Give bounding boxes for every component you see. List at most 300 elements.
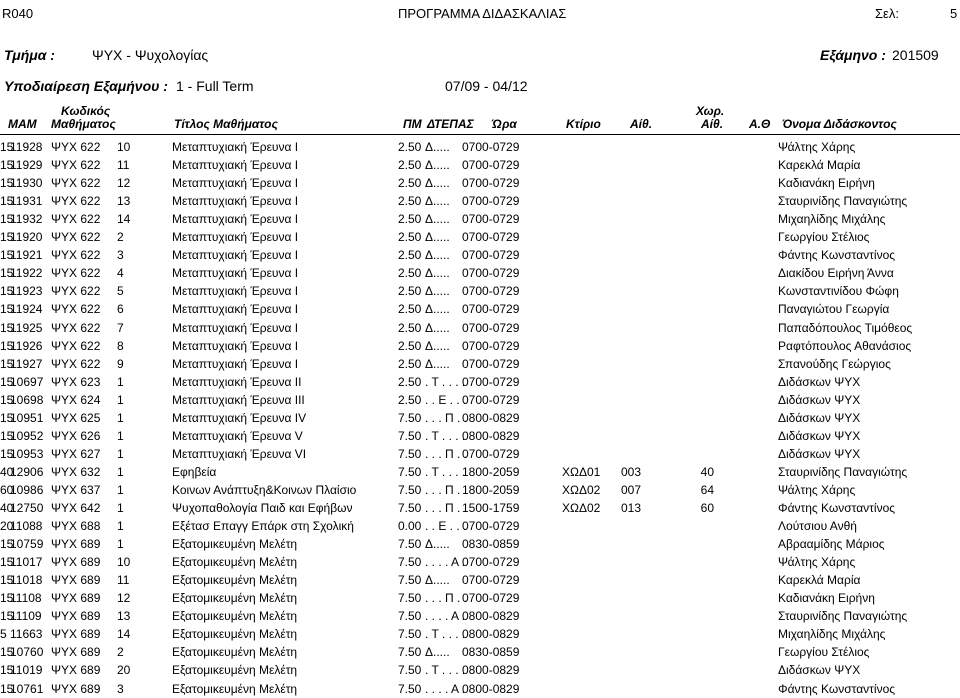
table-row <box>0 499 960 517</box>
weekdays: . Τ . . . . <box>425 374 466 389</box>
table-row <box>0 156 960 174</box>
course-title: Μεταπτυχιακή Έρευνα Ι <box>172 158 299 173</box>
course-section: 1 <box>117 537 124 552</box>
course-id: 11931 <box>10 194 43 209</box>
enrollment-limit: 15 <box>0 140 14 154</box>
credit-units: 2.50 <box>398 338 422 353</box>
enrollment-limit: 60 <box>0 482 14 497</box>
report-title: ΠΡΟΓΡΑΜΜΑ ΔΙΔΑΣΚΑΛΙΑΣ <box>398 6 567 21</box>
course-title: Μεταπτυχιακή Έρευνα Ι <box>172 266 299 281</box>
enrollment-limit: 15 <box>0 158 14 173</box>
building: ΧΩΔ02 <box>562 482 601 497</box>
page-label: Σελ: <box>875 6 899 21</box>
course-section: 3 <box>117 248 124 263</box>
weekdays: . Τ . . . . <box>425 663 466 678</box>
credit-units: 2.50 <box>398 302 422 317</box>
course-section: 10 <box>117 555 131 570</box>
course-code: ΨΥΧ 622 <box>51 230 101 245</box>
time-slot: 1800-2059 <box>462 482 520 497</box>
time-slot: 1800-2059 <box>462 464 520 479</box>
credit-units: 7.50 <box>398 591 422 606</box>
table-row <box>0 517 960 535</box>
course-code: ΨΥΧ 626 <box>51 428 101 443</box>
building: ΧΩΔ02 <box>562 501 601 515</box>
enrollment-limit: 15 <box>0 248 14 263</box>
course-section: 1 <box>117 428 124 443</box>
course-id: 11108 <box>10 591 42 606</box>
course-id: 11930 <box>10 176 43 191</box>
course-code: ΨΥΧ 624 <box>51 392 101 407</box>
enrollment-limit: 15 <box>0 555 14 570</box>
course-id: 11921 <box>10 248 43 263</box>
course-section: 9 <box>117 356 124 371</box>
credit-units: 2.50 <box>398 266 422 281</box>
course-id: 11018 <box>10 573 43 588</box>
weekdays: Δ..... <box>425 356 450 371</box>
weekdays: Δ..... <box>425 338 450 353</box>
course-title: Μεταπτυχιακή Έρευνα Ι <box>172 284 299 299</box>
instructor-name: Σταυρινίδης Παναγιώτης <box>778 194 908 209</box>
time-slot: 0830-0859 <box>462 645 520 660</box>
instructor-name: Λούτσιου Ανθή <box>778 519 857 534</box>
credit-units: 2.50 <box>398 284 422 299</box>
course-code: ΨΥΧ 622 <box>51 194 101 209</box>
enrollment-limit: 15 <box>0 591 14 606</box>
instructor-name: Παναγιώτου Γεωργία <box>778 302 890 317</box>
course-section: 11 <box>117 158 130 173</box>
time-slot: 0700-0729 <box>462 176 520 191</box>
course-code: ΨΥΧ 622 <box>51 248 101 263</box>
course-code: ΨΥΧ 689 <box>51 681 101 696</box>
course-code: ΨΥΧ 688 <box>51 519 101 534</box>
col-hour: Ώρα <box>492 117 517 131</box>
course-section: 13 <box>117 609 131 624</box>
table-row <box>0 463 960 481</box>
col-title: Τίτλος Μαθήματος <box>174 117 278 131</box>
enrollment-limit: 15 <box>0 230 14 245</box>
col-room: Αίθ. <box>630 117 653 131</box>
course-section: 2 <box>117 645 124 660</box>
instructor-name: Διδάσκων ΨΥΧ <box>778 374 861 389</box>
course-id: 11929 <box>10 158 43 173</box>
course-code: ΨΥΧ 627 <box>51 446 101 461</box>
credit-units: 0.00 <box>398 519 422 534</box>
room: 013 <box>621 501 642 515</box>
time-slot: 0800-0829 <box>462 410 520 425</box>
course-id: 11932 <box>10 212 43 227</box>
credit-units: 2.50 <box>398 356 422 371</box>
semester-label: Εξάμηνο : <box>820 47 886 63</box>
table-row <box>0 228 960 246</box>
course-section: 1 <box>117 374 124 389</box>
weekdays: . . . . Α . <box>425 609 466 624</box>
credit-units: 7.50 <box>398 663 422 678</box>
weekdays: . . . Π . . <box>425 410 468 425</box>
course-id: 11923 <box>10 284 43 299</box>
course-id: 11925 <box>10 320 43 335</box>
enrollment-limit: 15 <box>0 446 14 461</box>
course-code: ΨΥΧ 622 <box>51 284 101 299</box>
instructor-name: Γεωργίου Στέλιος <box>778 645 870 660</box>
table-row <box>0 643 960 661</box>
col-ath: Α.Θ <box>749 117 771 131</box>
weekdays: . Τ . . . . <box>425 627 466 642</box>
time-slot: 0700-0729 <box>462 194 520 209</box>
course-section: 20 <box>117 663 131 678</box>
course-title: Μεταπτυχιακή Έρευνα Ι <box>172 212 299 227</box>
course-section: 14 <box>117 627 131 642</box>
credit-units: 7.50 <box>398 446 422 461</box>
course-code: ΨΥΧ 637 <box>51 482 101 497</box>
course-code: ΨΥΧ 689 <box>51 573 101 588</box>
credit-units: 2.50 <box>398 230 422 245</box>
enrollment-limit: 15 <box>0 410 14 425</box>
enrollment-limit: 15 <box>0 320 14 335</box>
instructor-name: Φάντης Κωνσταντίνος <box>778 501 896 515</box>
course-id: 10761 <box>10 681 44 696</box>
course-code: ΨΥΧ 625 <box>51 410 101 425</box>
instructor-name: Ψάλτης Χάρης <box>778 555 856 570</box>
enrollment-limit: 15 <box>0 356 14 371</box>
enrollment-limit: 15 <box>0 681 14 696</box>
room-capacity: 60 <box>700 501 714 515</box>
table-row <box>0 607 960 625</box>
table-row <box>0 192 960 210</box>
col-capacity-bottom: Αίθ. <box>701 117 724 131</box>
table-row <box>0 373 960 391</box>
instructor-name: Μιχαηλίδης Μιχάλης <box>778 627 886 642</box>
course-id: 11109 <box>10 609 42 624</box>
room: 007 <box>621 482 642 497</box>
instructor-name: Σπανούδης Γεώργιος <box>778 356 891 371</box>
subdivision-value: 1 - Full Term <box>176 78 254 94</box>
enrollment-limit: 15 <box>0 194 14 209</box>
credit-units: 7.50 <box>398 482 422 497</box>
course-title: Εξατομικευμένη Μελέτη <box>172 573 298 588</box>
credit-units: 7.50 <box>398 501 422 515</box>
weekdays: Δ..... <box>425 158 450 173</box>
instructor-name: Γεωργίου Στέλιος <box>778 230 870 245</box>
time-slot: 0700-0729 <box>462 555 520 570</box>
course-title: Εξατομικευμένη Μελέτη <box>172 645 298 660</box>
enrollment-limit: 15 <box>0 284 14 299</box>
course-title: Εξατομικευμένη Μελέτη <box>172 609 298 624</box>
instructor-name: Ψάλτης Χάρης <box>778 140 856 154</box>
course-title: Μεταπτυχιακή Έρευνα VI <box>172 446 307 461</box>
instructor-name: Σταυρινίδης Παναγιώτης <box>778 464 908 479</box>
enrollment-limit: 15 <box>0 645 14 660</box>
time-slot: 0700-0729 <box>462 248 520 263</box>
enrollment-limit: 15 <box>0 374 14 389</box>
course-id: 10697 <box>10 374 44 389</box>
enrollment-limit: 20 <box>0 519 14 534</box>
enrollment-limit: 5 <box>0 627 7 642</box>
weekdays: Δ..... <box>425 537 450 552</box>
weekdays: Δ..... <box>425 248 450 263</box>
time-slot: 0700-0729 <box>462 230 520 245</box>
table-row <box>0 553 960 571</box>
instructor-name: Διδάσκων ΨΥΧ <box>778 410 861 425</box>
time-slot: 0700-0729 <box>462 302 520 317</box>
course-section: 6 <box>117 302 124 317</box>
course-id: 11927 <box>10 356 43 371</box>
course-id: 11663 <box>10 627 43 642</box>
enrollment-limit: 15 <box>0 338 14 353</box>
weekdays: Δ..... <box>425 266 450 281</box>
credit-units: 2.50 <box>398 140 422 154</box>
course-title: Μεταπτυχιακή Έρευνα Ι <box>172 140 299 154</box>
time-slot: 0700-0729 <box>462 446 520 461</box>
instructor-name: Αβρααμίδης Μάριος <box>778 537 885 552</box>
time-slot: 0800-0829 <box>462 627 520 642</box>
course-section: 8 <box>117 338 124 353</box>
time-slot: 0700-0729 <box>462 573 520 588</box>
table-row <box>0 282 960 300</box>
course-title: Μεταπτυχιακή Έρευνα Ι <box>172 230 299 245</box>
credit-units: 7.50 <box>398 428 422 443</box>
course-code: ΨΥΧ 689 <box>51 645 101 660</box>
instructor-name: Διδάσκων ΨΥΧ <box>778 663 861 678</box>
instructor-name: Φάντης Κωνσταντίνος <box>778 681 896 696</box>
course-section: 11 <box>117 573 130 588</box>
weekdays: . . . . Α . <box>425 555 466 570</box>
time-slot: 1500-1759 <box>462 501 520 515</box>
table-row <box>0 625 960 643</box>
course-title: Εξατομικευμένη Μελέτη <box>172 537 298 552</box>
enrollment-limit: 15 <box>0 428 14 443</box>
course-code: ΨΥΧ 689 <box>51 609 101 624</box>
col-instructor: Όνομα Διδάσκοντος <box>782 117 897 131</box>
enrollment-limit: 40 <box>0 501 14 515</box>
course-title: Ψυχοπαθολογία Παιδ και Εφήβων <box>172 501 353 515</box>
course-code: ΨΥΧ 622 <box>51 158 101 173</box>
col-code-bottom: Μαθήματος <box>51 117 116 131</box>
credit-units: 2.50 <box>398 176 422 191</box>
credit-units: 7.50 <box>398 573 422 588</box>
enrollment-limit: 15 <box>0 537 14 552</box>
time-slot: 0700-0729 <box>462 266 520 281</box>
time-slot: 0700-0729 <box>462 591 520 606</box>
course-title: Μεταπτυχιακή Έρευνα Ι <box>172 176 299 191</box>
course-section: 10 <box>117 140 131 154</box>
report-code: R040 <box>2 6 34 21</box>
course-id: 11019 <box>10 663 43 678</box>
table-row <box>0 337 960 355</box>
course-code: ΨΥΧ 622 <box>51 356 101 371</box>
weekdays: Δ..... <box>425 140 450 154</box>
course-id: 11017 <box>10 555 43 570</box>
weekdays: . . . Π . . <box>425 446 468 461</box>
course-section: 1 <box>117 446 124 461</box>
enrollment-limit: 40 <box>0 464 14 479</box>
credit-units: 7.50 <box>398 681 422 696</box>
course-code: ΨΥΧ 689 <box>51 537 101 552</box>
course-title: Μεταπτυχιακή Έρευνα V <box>172 428 303 443</box>
weekdays: Δ..... <box>425 284 450 299</box>
table-row <box>0 355 960 373</box>
time-slot: 0830-0859 <box>462 537 520 552</box>
course-id: 10760 <box>10 645 44 660</box>
header-divider <box>0 134 960 135</box>
instructor-name: Καδιανάκη Ειρήνη <box>778 591 875 606</box>
time-slot: 0800-0829 <box>462 681 520 696</box>
instructor-name: Ραφτόπουλος Αθανάσιος <box>778 338 912 353</box>
col-code-top: Κωδικός <box>61 104 111 118</box>
course-title: Μεταπτυχιακή Έρευνα ΙΙΙ <box>172 392 305 407</box>
course-title: Μεταπτυχιακή Έρευνα Ι <box>172 356 299 371</box>
instructor-name: Καρεκλά Μαρία <box>778 158 861 173</box>
course-code: ΨΥΧ 689 <box>51 555 101 570</box>
enrollment-limit: 15 <box>0 212 14 227</box>
course-id: 11088 <box>10 519 43 534</box>
credit-units: 2.50 <box>398 248 422 263</box>
time-slot: 0700-0729 <box>462 320 520 335</box>
col-mam: ΜΑΜ <box>8 117 37 131</box>
credit-units: 7.50 <box>398 464 422 479</box>
weekdays: Δ..... <box>425 302 450 317</box>
credit-units: 7.50 <box>398 537 422 552</box>
room-capacity: 64 <box>700 482 714 497</box>
table-row <box>0 246 960 264</box>
credit-units: 7.50 <box>398 410 422 425</box>
table-row <box>0 589 960 607</box>
col-capacity-top: Χωρ. <box>696 104 725 118</box>
course-code: ΨΥΧ 622 <box>51 320 101 335</box>
course-title: Εξατομικευμένη Μελέτη <box>172 627 298 642</box>
table-row <box>0 481 960 499</box>
weekdays: . . . Π . . <box>425 501 468 515</box>
course-title: Κοινων Ανάπτυξη&Κοινων Πλαίσιο <box>172 482 357 497</box>
table-row <box>0 571 960 589</box>
instructor-name: Σταυρινίδης Παναγιώτης <box>778 609 908 624</box>
course-code: ΨΥΧ 622 <box>51 140 101 154</box>
course-section: 7 <box>117 320 124 335</box>
course-section: 1 <box>117 392 124 407</box>
table-row <box>0 661 960 679</box>
time-slot: 0700-0729 <box>462 158 520 173</box>
table-row <box>0 391 960 409</box>
table-row <box>0 409 960 427</box>
time-slot: 0700-0729 <box>462 374 520 389</box>
time-slot: 0700-0729 <box>462 284 520 299</box>
instructor-name: Κωνσταντινίδου Φώφη <box>778 284 899 299</box>
col-building: Κτίριο <box>566 117 601 131</box>
course-id: 10759 <box>10 537 44 552</box>
instructor-name: Φάντης Κωνσταντίνος <box>778 248 896 263</box>
course-section: 14 <box>117 212 131 227</box>
weekdays: . . Ε . . . <box>425 519 467 534</box>
table-row <box>0 445 960 463</box>
course-title: Μεταπτυχιακή Έρευνα Ι <box>172 338 299 353</box>
course-section: 1 <box>117 519 124 534</box>
time-slot: 0700-0729 <box>462 392 520 407</box>
course-code: ΨΥΧ 689 <box>51 591 101 606</box>
course-section: 4 <box>117 266 124 281</box>
course-id: 12750 <box>10 501 44 515</box>
weekdays: . . . Π . . <box>425 591 468 606</box>
weekdays: Δ..... <box>425 230 450 245</box>
table-row <box>0 680 960 698</box>
course-id: 11922 <box>10 266 43 281</box>
course-id: 12906 <box>10 464 44 479</box>
instructor-name: Διδάσκων ΨΥΧ <box>778 428 861 443</box>
enrollment-limit: 15 <box>0 663 14 678</box>
course-code: ΨΥΧ 622 <box>51 176 101 191</box>
credit-units: 2.50 <box>398 374 422 389</box>
time-slot: 0700-0729 <box>462 338 520 353</box>
course-id: 11926 <box>10 338 43 353</box>
course-id: 10986 <box>10 482 44 497</box>
enrollment-limit: 15 <box>0 609 14 624</box>
enrollment-limit: 15 <box>0 573 14 588</box>
instructor-name: Διδάσκων ΨΥΧ <box>778 446 861 461</box>
col-dtepas: ΔΤΕΠΑΣ <box>427 117 474 131</box>
enrollment-limit: 15 <box>0 302 14 317</box>
table-row <box>0 264 960 282</box>
weekdays: Δ..... <box>425 573 450 588</box>
credit-units: 7.50 <box>398 609 422 624</box>
weekdays: Δ..... <box>425 212 450 227</box>
time-slot: 0800-0829 <box>462 428 520 443</box>
weekdays: . . Ε . . . <box>425 392 467 407</box>
credit-units: 2.50 <box>398 212 422 227</box>
weekdays: Δ..... <box>425 320 450 335</box>
table-row <box>0 174 960 192</box>
course-section: 12 <box>117 591 131 606</box>
course-code: ΨΥΧ 689 <box>51 663 101 678</box>
instructor-name: Διδάσκων ΨΥΧ <box>778 392 861 407</box>
course-id: 10698 <box>10 392 44 407</box>
time-slot: 0800-0829 <box>462 609 520 624</box>
course-code: ΨΥΧ 642 <box>51 501 101 515</box>
department-value: ΨΥΧ - Ψυχολογίας <box>92 47 209 63</box>
table-row <box>0 138 960 156</box>
weekdays: . Τ . . . . <box>425 428 466 443</box>
course-title: Εξέτασ Επαγγ Επάρκ στη Σχολική <box>172 519 354 534</box>
course-title: Μεταπτυχιακή Έρευνα Ι <box>172 320 299 335</box>
course-id: 10951 <box>10 410 44 425</box>
course-section: 1 <box>117 501 124 515</box>
table-row <box>0 319 960 337</box>
credit-units: 7.50 <box>398 627 422 642</box>
table-row <box>0 427 960 445</box>
course-title: Μεταπτυχιακή Έρευνα ΙV <box>172 410 307 425</box>
course-section: 1 <box>117 482 124 497</box>
course-title: Εξατομικευμένη Μελέτη <box>172 591 298 606</box>
course-section: 3 <box>117 681 124 696</box>
semester-value: 201509 <box>892 47 939 63</box>
enrollment-limit: 15 <box>0 392 14 407</box>
time-slot: 0700-0729 <box>462 356 520 371</box>
course-title: Μεταπτυχιακή Έρευνα Ι <box>172 194 299 209</box>
course-code: ΨΥΧ 622 <box>51 302 101 317</box>
course-title: Εξατομικευμένη Μελέτη <box>172 681 298 696</box>
building: ΧΩΔ01 <box>562 464 601 479</box>
course-title: Εξατομικευμένη Μελέτη <box>172 663 298 678</box>
credit-units: 2.50 <box>398 392 422 407</box>
credit-units: 2.50 <box>398 320 422 335</box>
course-section: 1 <box>117 410 124 425</box>
instructor-name: Καρεκλά Μαρία <box>778 573 861 588</box>
course-code: ΨΥΧ 622 <box>51 266 101 281</box>
col-pm: ΠΜ <box>403 117 422 131</box>
course-section: 13 <box>117 194 131 209</box>
instructor-name: Μιχαηλίδης Μιχάλης <box>778 212 886 227</box>
course-section: 1 <box>117 464 124 479</box>
course-id: 11920 <box>10 230 43 245</box>
date-range: 07/09 - 04/12 <box>445 78 528 94</box>
course-id: 10953 <box>10 446 44 461</box>
